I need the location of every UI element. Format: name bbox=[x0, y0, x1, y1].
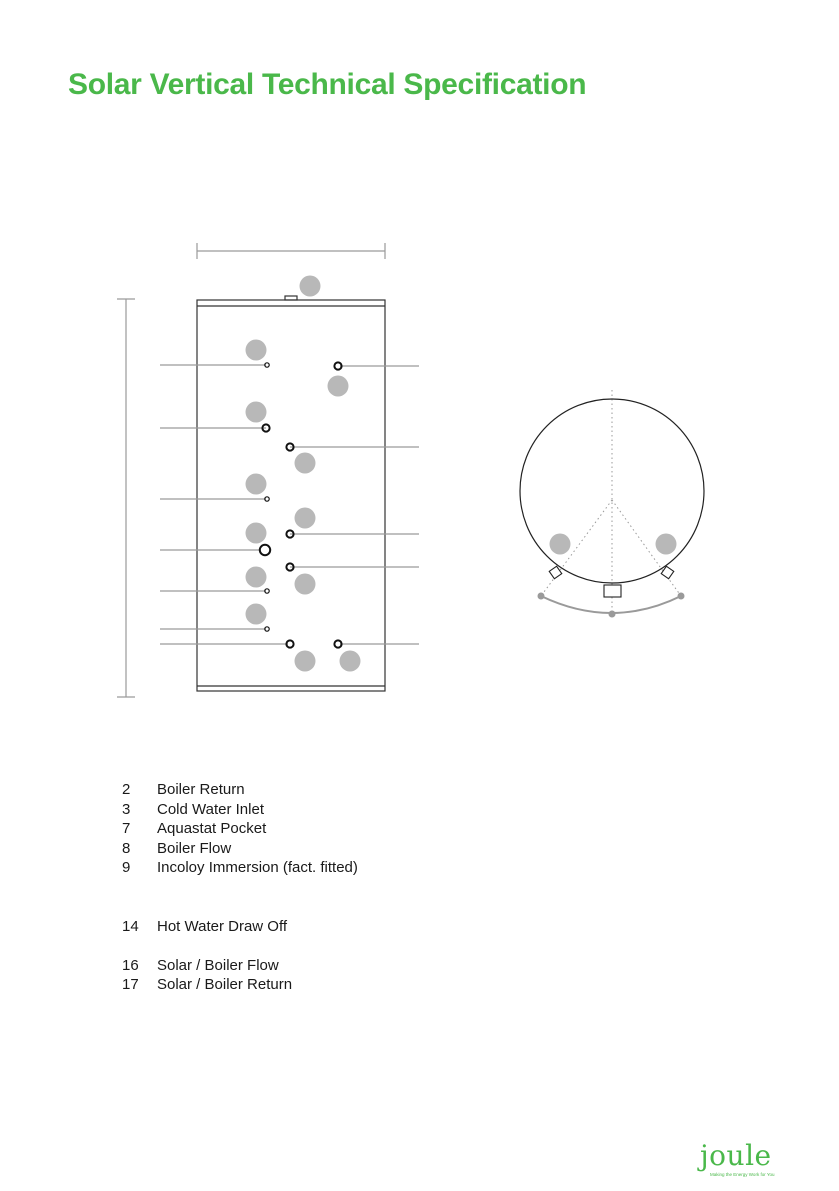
legend-spacer bbox=[122, 936, 358, 956]
legend-row bbox=[122, 839, 358, 859]
legend-row bbox=[122, 917, 358, 937]
side-elevation bbox=[117, 243, 419, 697]
legend-row bbox=[122, 858, 358, 878]
leader-lines-right bbox=[290, 366, 419, 644]
legend-row bbox=[122, 819, 358, 839]
fittings bbox=[260, 362, 342, 647]
legend-label: Cold Water Inlet bbox=[157, 800, 264, 818]
legend-row bbox=[122, 780, 358, 800]
legend-spacer bbox=[122, 878, 358, 898]
legend-label: Solar / Boiler Flow bbox=[157, 956, 279, 974]
legend-label: Incoloy Immersion (fact. fitted) bbox=[157, 859, 358, 876]
legend-row bbox=[122, 956, 358, 976]
legend bbox=[122, 780, 358, 995]
legend-row bbox=[122, 800, 358, 820]
legend-number: 2 bbox=[122, 781, 131, 798]
legend-number: 8 bbox=[122, 839, 131, 857]
label-markers bbox=[246, 276, 361, 672]
joule-logo bbox=[700, 1139, 775, 1182]
logo-wordmark: joule bbox=[700, 1139, 772, 1172]
legend-label: Solar / Boiler Return bbox=[157, 976, 293, 993]
legend-number: 16 bbox=[122, 956, 139, 974]
legend-number: 9 bbox=[122, 859, 131, 876]
legend-number: 3 bbox=[122, 800, 131, 818]
legend-number: 17 bbox=[122, 976, 139, 993]
cylinder-body bbox=[197, 300, 385, 691]
logo-tagline: Making the Energy Work for You bbox=[710, 1172, 775, 1177]
legend-number: 7 bbox=[122, 820, 131, 837]
page-title: Solar Vertical Technical Specification bbox=[68, 68, 587, 101]
angle-arc bbox=[541, 596, 681, 613]
legend-label: Aquastat Pocket bbox=[157, 820, 267, 837]
height-dimension bbox=[117, 299, 135, 697]
legend-spacer bbox=[122, 897, 358, 917]
legend-label: Boiler Flow bbox=[157, 839, 232, 857]
plan-view bbox=[520, 390, 704, 618]
legend-label: Boiler Return bbox=[157, 781, 245, 798]
width-dimension bbox=[197, 243, 385, 259]
legend-label: Hot Water Draw Off bbox=[157, 917, 288, 935]
leader-lines-left bbox=[160, 365, 288, 644]
legend-number: 14 bbox=[122, 917, 139, 935]
legend-row bbox=[122, 975, 358, 995]
